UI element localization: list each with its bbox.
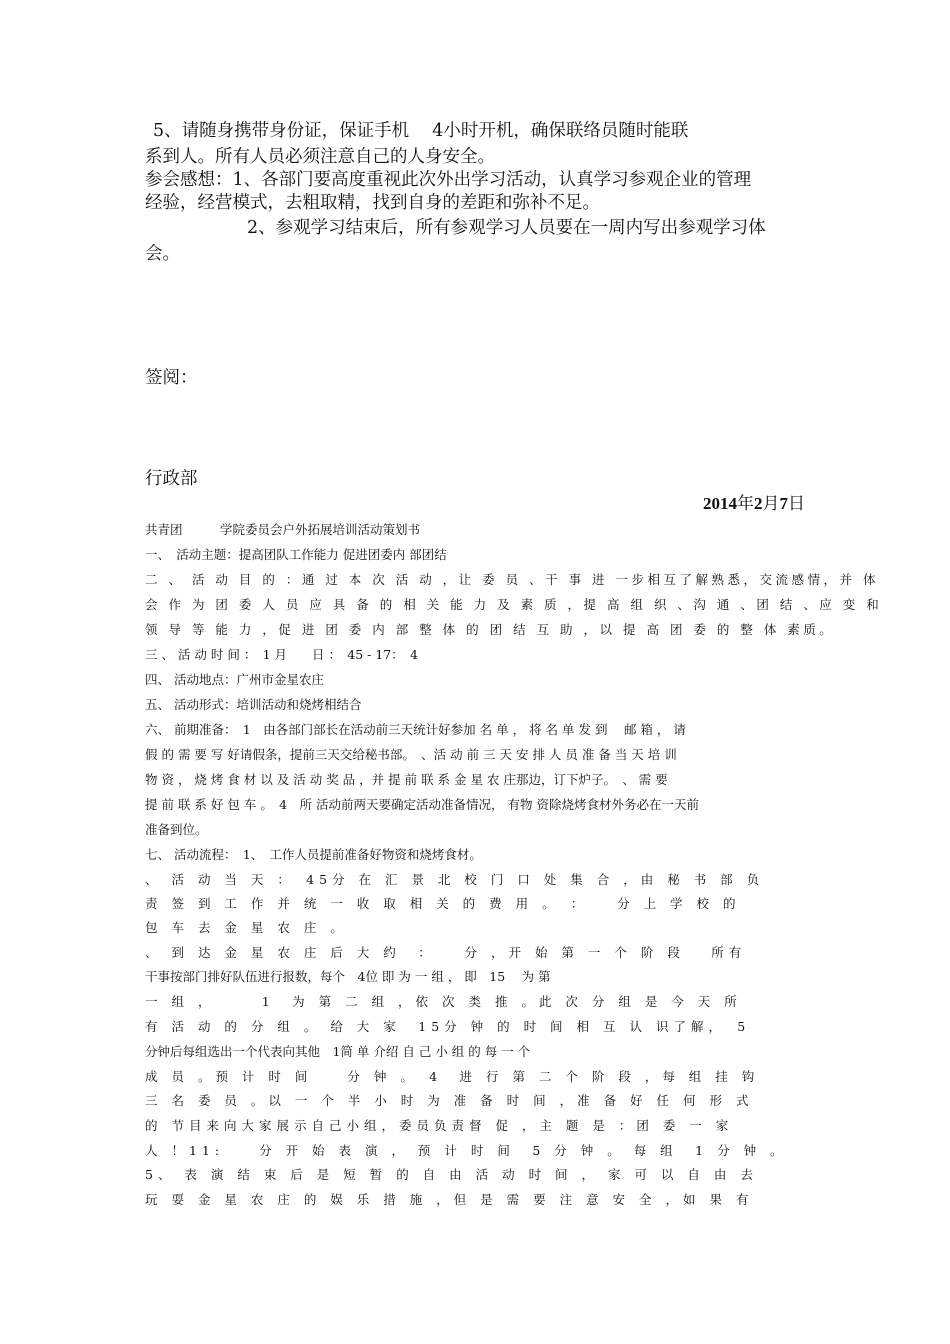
plan-line: 人 ！11: 分 开 始 表 演 ， 预 计 时 间 5 分 钟 。 每 组 1 分 钟 。 (145, 1143, 788, 1158)
date-day: 7 (779, 494, 788, 513)
paragraph-line: 系到人。所有人员必须注意自己的人身安全。 (145, 147, 495, 167)
plan-line: 假 的 需 要 写 好请假条，提前三天交给秘书部。 、活 动 前 三 天 安 排 人 员 准 备 当 天 培 训 (145, 747, 677, 762)
plan-line: 七、 活动流程： 1、 工作人员提前准备好物资和烧烤食材。 (145, 847, 482, 862)
paragraph-line: 参会感想：1、各部门要高度重视此次外出学习活动，认真学习参观企业的管理 (145, 170, 752, 190)
plan-line: 领 导 等 能 力 ，促 进 团 委 内 部 整 体 的 团 结 互 助 ，以 提 高 团 委 的 整 体 素质。 (145, 622, 836, 637)
plan-line: 玩 耍 金 星 农 庄 的 娱 乐 措 施 ，但 是 需 要 注 意 安 全 ，如 果 有 (145, 1192, 754, 1207)
plan-line: 一 组 ， 1 为 第 二 组 ，依 次 类 推 。此 次 分 组 是 今 天 所 (145, 994, 742, 1009)
plan-line: 四、 活动地点：广州市金星农庄 (145, 672, 324, 687)
plan-line: 物 资 ， 烧 烤 食 材 以 及 活 动 奖 品 ，并 提 前 联 系 金 星 农 庄那边，订下炉子。 、 需 要 (145, 772, 668, 787)
plan-line: 成 员 。预 计 时 间 分 钟 。 4 进 行 第 二 个 阶 段 ，每 组 挂 钩 (145, 1069, 760, 1084)
plan-line: 责 签 到 工 作 并 统 一 收 取 相 关 的 费 用 。 ： 分 上 学 校 的 (145, 896, 741, 911)
plan-line: 、 到 达 金 星 农 庄 后 大 约 ： 分 ，开 始 第 一 个 阶 段 所有 (145, 945, 747, 960)
plan-line: 五、 活动形式：培训活动和烧烤相结合 (145, 697, 362, 712)
document-date: 2014年2月7日 (703, 494, 805, 514)
plan-line: 有 活 动 的 分 组 。 给 大 家 15分 钟 的 时 间 相 互 认 识了解， 5 (145, 1019, 751, 1034)
plan-line: 包 车 去 金 星 农 庄 。 (145, 920, 348, 935)
plan-line: 六、 前期准备： 1 由各部门部长在活动前三天统计好参加 名 单 ， 将 名 单 发 到 邮 箱 ， 请 (145, 722, 686, 737)
plan-line: 会 作 为 团 委 人 员 应 具 备 的 相 关 能 力 及 素 质 ，提 高 组 织 、沟 通 、团 结 、应 变 和 (145, 597, 883, 612)
date-month: 2 (754, 494, 763, 513)
paragraph-line: 经验，经营模式，去粗取精，找到自身的差距和弥补不足。 (145, 193, 600, 213)
sign-label: 签阅： (145, 368, 198, 388)
plan-line: 、 活 动 当 天 ： 45分 在 汇 景 北 校 门 口 处 集 合 ，由 秘 书 部 负 (145, 872, 765, 887)
plan-line: 一、 活动主题：提高团队工作能力 促进团委内 部团结 (145, 547, 447, 562)
plan-line: 二 、 活 动 目 的 ：通 过 本 次 活 动 ，让 委 员 、干 事 进 一步相互了解熟悉，交流感情，并 体 (145, 572, 879, 587)
plan-title: 共青团 学院委员会户外拓展培训活动策划书 (145, 522, 421, 537)
date-year: 2014 (703, 494, 737, 513)
plan-line: 5、 表 演 结 束 后 是 短 暂 的 自 由 活 动 时 间 ， 家 可 以 自 由 去 (145, 1167, 758, 1182)
plan-line: 干事按部门排好队伍进行报数，每个 4位 即 为 一 组 ， 即 15 为 第 (145, 969, 551, 984)
plan-line: 提 前 联 系 好 包 车 。 4 所 活动前两天要确定活动准备情况， 有物 资除烧烤食材外务必在一天前 (145, 797, 699, 812)
plan-line: 的 节目来向大家展示自己小组，委员负责督 促 ，主 题 是 ：团 委 一 家 (145, 1118, 734, 1133)
plan-line: 三 、 活 动 时 间 ： 1 月 日 ： 45 - 17： 4 (145, 647, 418, 662)
paragraph-line: 5、请随身携带身份证，保证手机 4小时开机，确保联络员随时能联 (153, 121, 689, 141)
department-name: 行政部 (145, 469, 198, 489)
plan-line: 分钟后每组选出一个代表向其他 1简 单 介绍 自 己 小 组 的 每 一 个 (145, 1044, 531, 1059)
plan-line: 三 名 委 员 。以 一 个 半 小 时 为 准 备 时 间 ，准 备 好 任 何 形 式 (145, 1093, 754, 1108)
paragraph-line: 会。 (145, 244, 180, 264)
paragraph-line: 2、参观学习结束后，所有参观学习人员要在一周内写出参观学习体 (247, 218, 766, 238)
plan-line: 准备到位。 (145, 822, 208, 837)
